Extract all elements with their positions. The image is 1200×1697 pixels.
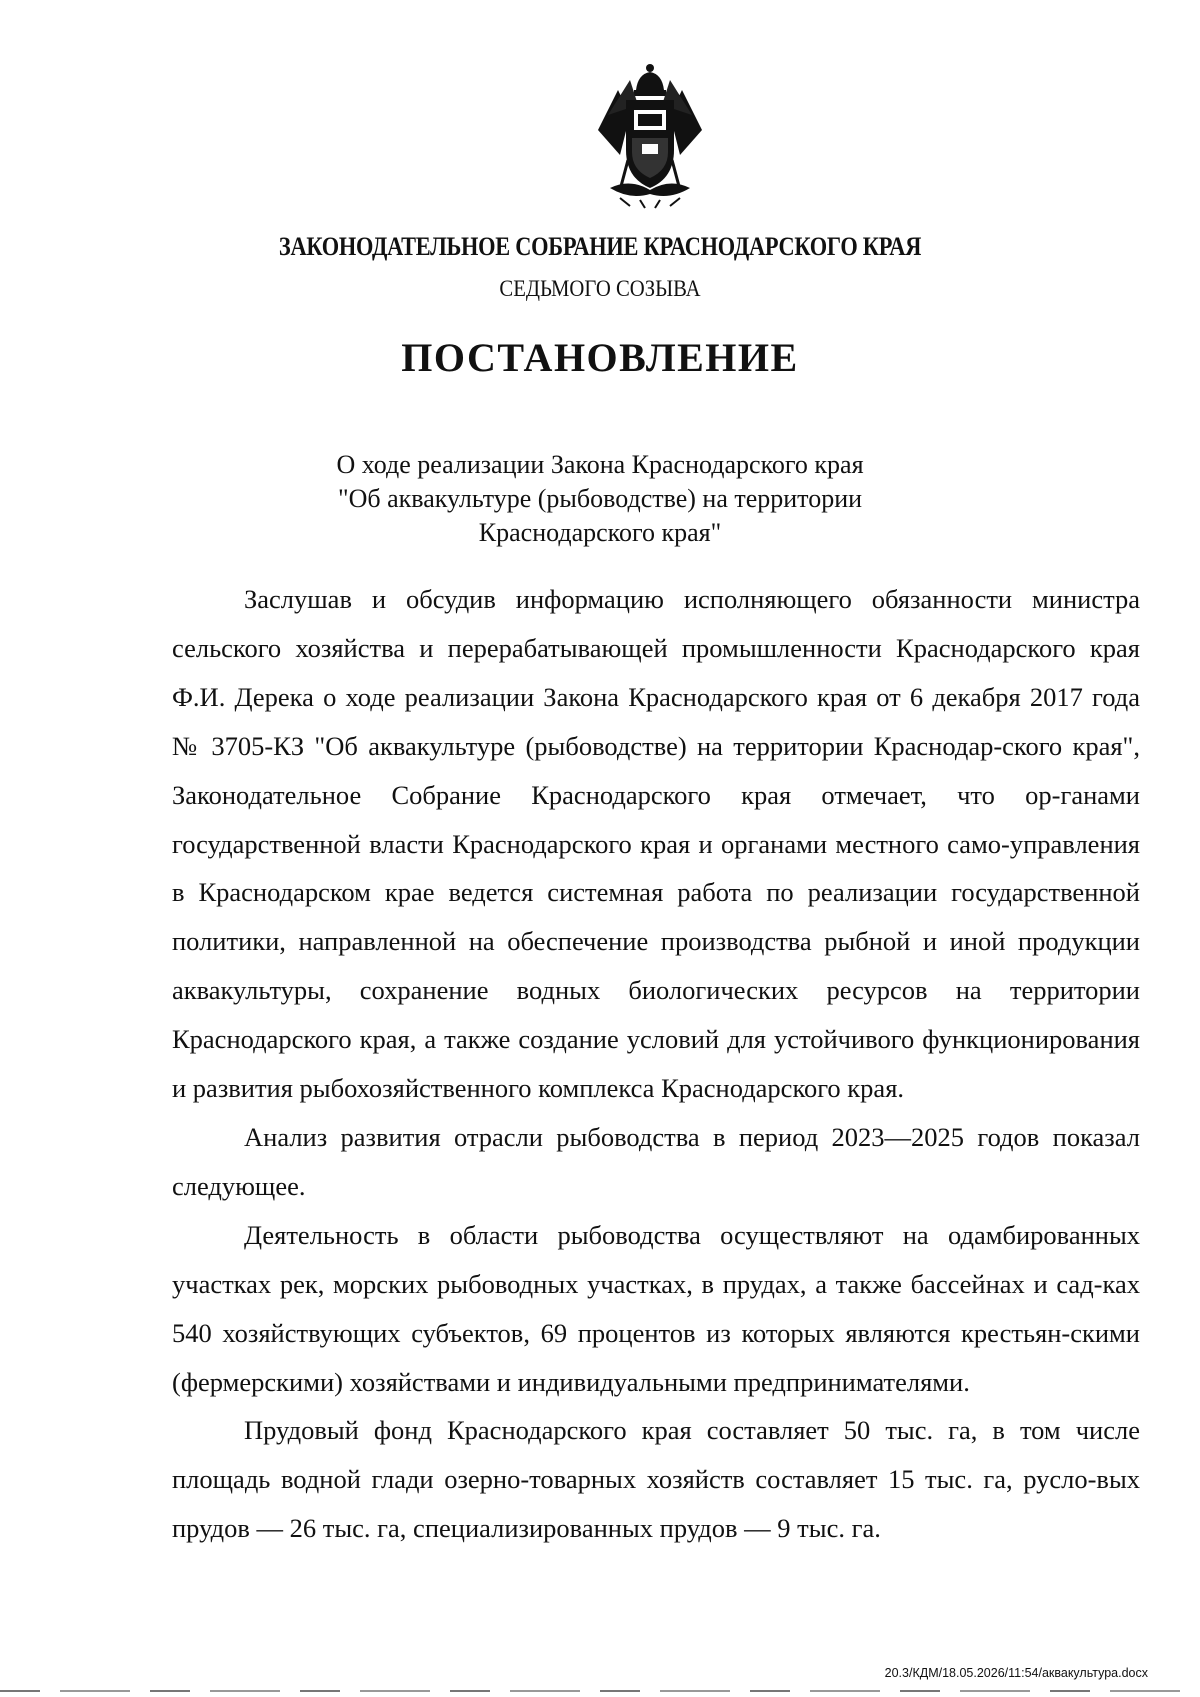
body-paragraph: Анализ развития отрасли рыбоводства в период 2023—2025 годов показал следующее.: [172, 1121, 1140, 1201]
document-type-title: ПОСТАНОВЛЕНИЕ: [401, 335, 799, 380]
document-body: [172, 575, 1140, 1553]
document-subject: [0, 448, 1200, 550]
organization-title: ЗАКОНОДАТЕЛЬНОЕ СОБРАНИЕ КРАСНОДАРСКОГО КРАЯ: [278, 232, 922, 261]
body-paragraph: Заслушав и обсудив информацию исполняющего обязанности министра сельского хозяйства и перерабатывающей промышленности Краснодарского края Ф.И. Дерека о ходе реализации Закона Краснодарского края от 6 декабря 2017 года № 3705-КЗ "Об аквакультуре (рыбоводстве) на территории Краснодар-ского края", Законодательное Собрание Краснодарского края отмечает, что ор-ганами государственной власти Краснодарского края и органами местного само-управления в Краснодарском крае ведется системная работа по реализации государственной политики, направленной на обеспечение производства рыбной и иной продукции аквакультуры, сохранение водных биологических ресурсов на территории Краснодарского края, а также создание условий для устойчивого функционирования и развития рыбохозяйственного комплекса Краснодарского края.: [172, 584, 1140, 1104]
subject-line: О ходе реализации Закона Краснодарского края: [336, 450, 864, 479]
subject-line: "Об аквакультуре (рыбоводстве) на территории: [337, 484, 863, 513]
body-paragraph: Деятельность в области рыбоводства осуществляют на одамбированных участках рек, морских рыбоводных участках, в прудах, а также бассейнах и сад-ках 540 хозяйствующих субъектов, 69 процентов из которых являются крестьян-скими (фермерскими) хозяйствами и индивидуальными предпринимателями.: [172, 1219, 1140, 1397]
file-reference: 20.3/КДМ/18.05.2026/11:54/аквакультура.docx: [884, 1666, 1148, 1680]
scan-edge-divider: [0, 1690, 1200, 1692]
convocation-label: СЕДЬМОГО СОЗЫВА: [499, 276, 701, 301]
coat-of-arms-icon: [590, 60, 710, 210]
body-paragraph: Прудовый фонд Краснодарского края составляет 50 тыс. га, в том числе площадь водной глади озерно-товарных хозяйств составляет 15 тыс. га, русло-вых прудов — 26 тыс. га, специализированных прудов — 9 тыс. га.: [172, 1415, 1140, 1544]
subject-line: Краснодарского края": [478, 518, 722, 547]
